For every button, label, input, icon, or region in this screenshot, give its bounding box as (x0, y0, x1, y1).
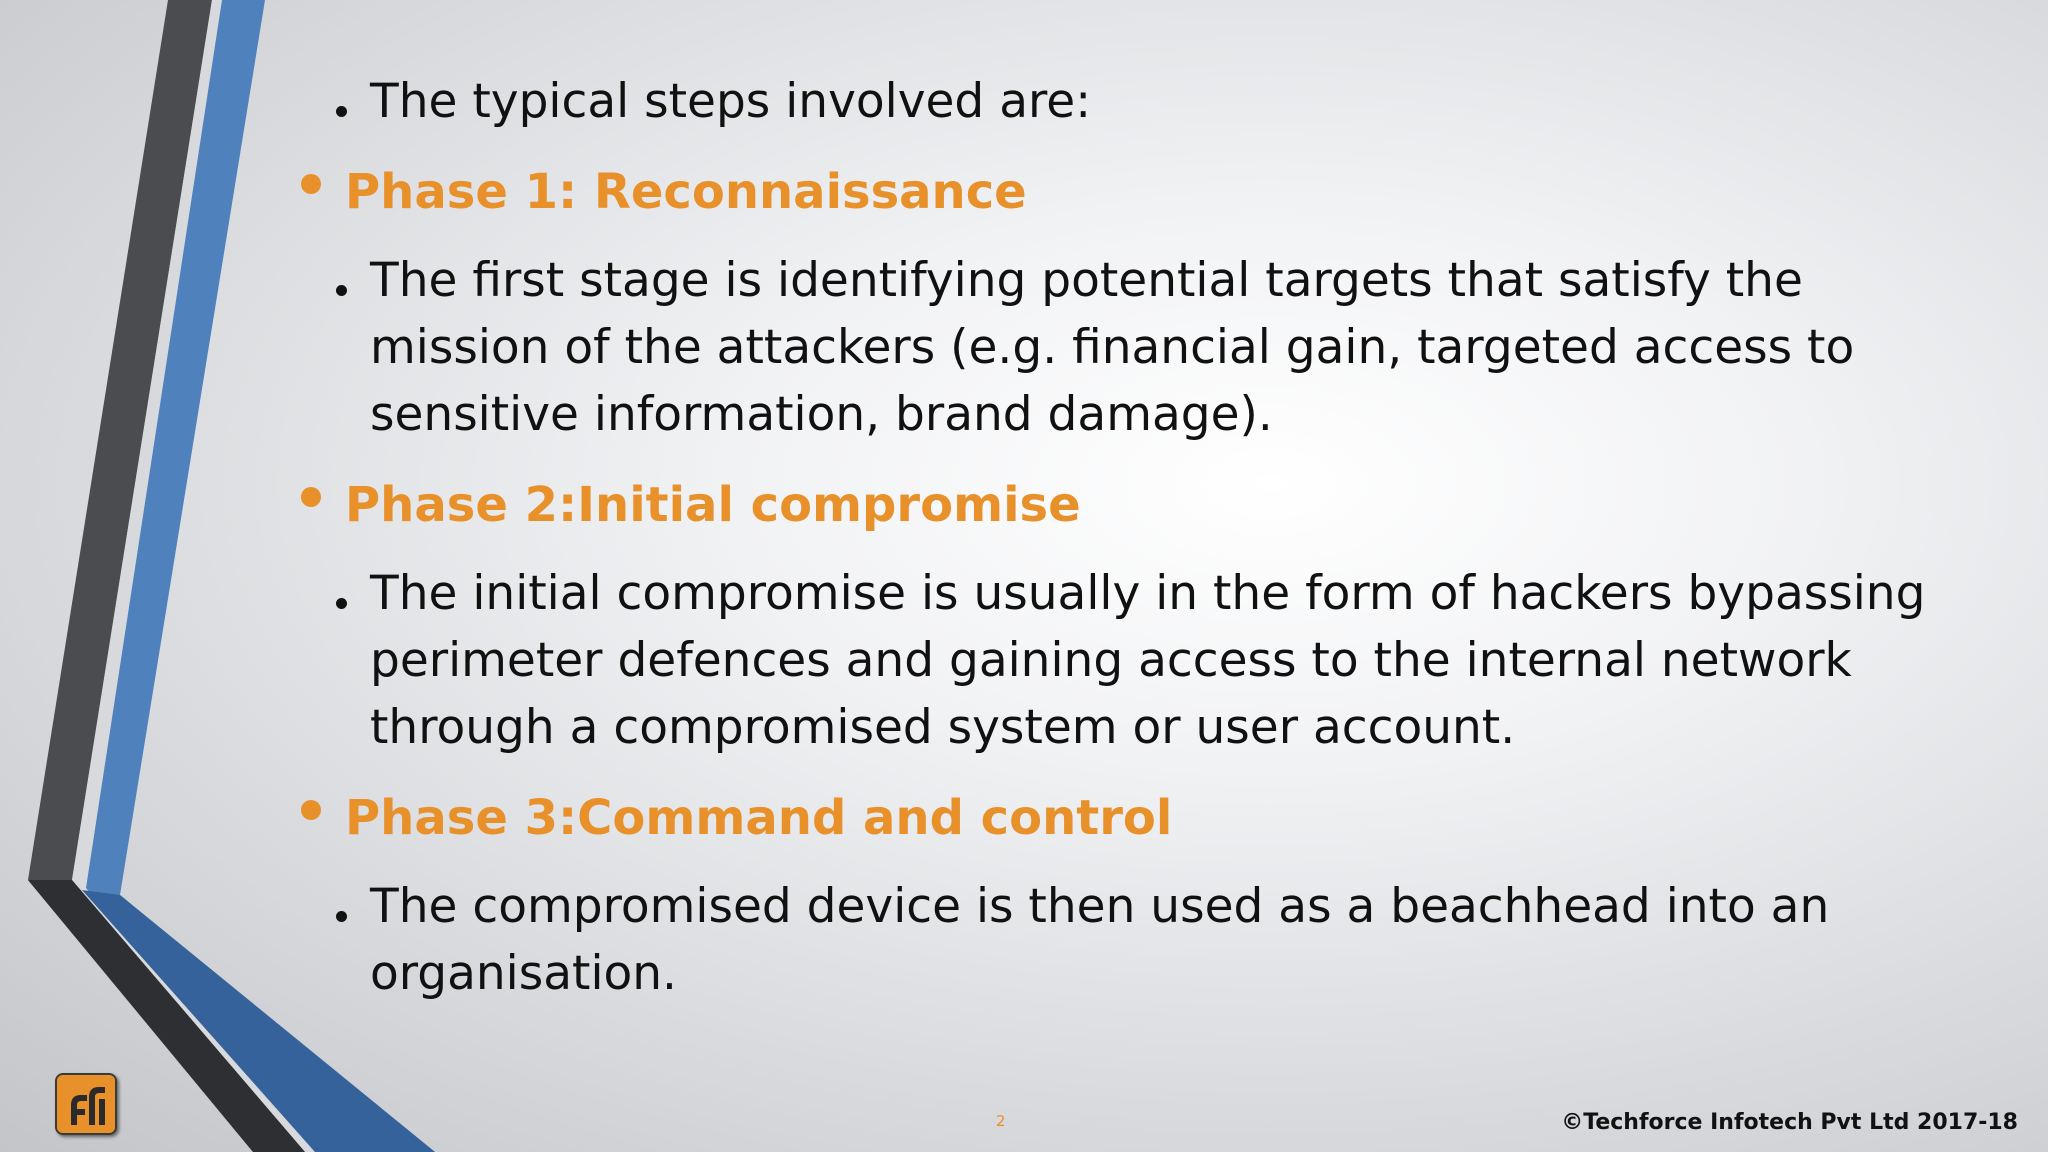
description-line: The first stage is identifying potential targets that satisfy the (370, 253, 1803, 308)
bullet-dot (336, 106, 347, 117)
phase-1-title: Phase 1: Reconnaissance (345, 164, 1027, 220)
phase-2-description (370, 560, 1930, 761)
logo-glyph (57, 1075, 115, 1133)
description-line: through a compromised system or user account. (370, 700, 1516, 755)
description-line: The compromised device is then used as a beachhead into an (370, 879, 1830, 934)
description-line: sensitive information, brand damage). (370, 387, 1273, 442)
intro-line: The typical steps involved are: (370, 74, 1092, 129)
description-line: The initial compromise is usually in the form of hackers bypassing (370, 566, 1926, 621)
description-line: mission of the attackers (e.g. financial gain, targeted access to (370, 320, 1855, 375)
intro-text (370, 68, 1930, 135)
description-line: perimeter defences and gaining access to the internal network (370, 633, 1852, 688)
phase-dot (301, 800, 321, 820)
phase-1-description (370, 247, 1930, 448)
phase-dot (301, 174, 321, 194)
page-number: 2 (996, 1112, 1006, 1130)
bullet-dot (336, 911, 347, 922)
phase-3-title: Phase 3:Command and control (345, 790, 1173, 846)
description-line: organisation. (370, 946, 677, 1001)
techforce-logo-icon (55, 1073, 117, 1135)
bullet-dot (336, 598, 347, 609)
phase-dot (301, 487, 321, 507)
bullet-dot (336, 285, 347, 296)
phase-2-title: Phase 2:Initial compromise (345, 477, 1081, 533)
copyright-footer: ©Techforce Infotech Pvt Ltd 2017-18 (1561, 1110, 2018, 1135)
phase-3-description (370, 873, 1930, 1007)
